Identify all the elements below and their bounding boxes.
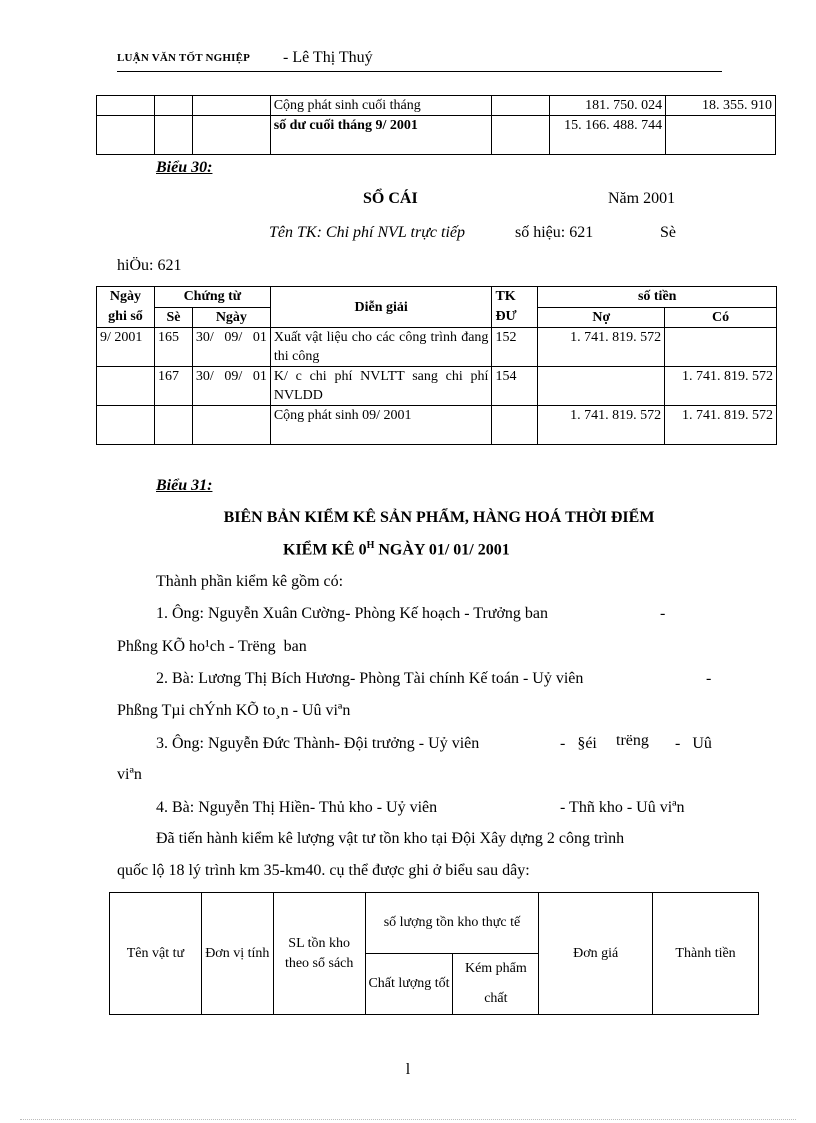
member-2: 2. Bà: Lương Thị Bích Hương- Phòng Tài chính Kế toán - Uỷ viên [156, 670, 584, 687]
garbled-text: viªn [117, 766, 142, 783]
garbled-text: Phßng KÕ ho¹ch - Trëng ban [117, 638, 307, 655]
garbled-text: hiÖu: 621 [117, 257, 182, 274]
garbled-text: trëng [616, 732, 649, 749]
header-author: - Lê Thị Thuý [283, 49, 373, 66]
table-header-row: Sè Ngày Nợ Có [97, 307, 777, 328]
bieu-30-label: Biểu 30: [156, 159, 213, 176]
garbled-text: - Uû [675, 735, 712, 752]
table-header-row: Ngày ghi sổ Chứng từ Diễn giải TK ĐƯ số tiền [97, 287, 777, 308]
bieu-31-label: Biểu 31: [156, 477, 213, 494]
account-number: số hiệu: 621 [515, 224, 594, 241]
garbled-text: - Thñ kho - Uû viªn [560, 799, 685, 816]
member-1-dash: - [660, 605, 666, 622]
table-header-row: Chất lượng tốt Kém phẩm chất [110, 954, 759, 1015]
paragraph-line-1: Đã tiến hành kiểm kê lượng vật tư tồn kho tại Đội Xây dựng 2 công trình [156, 830, 625, 847]
members-intro: Thành phần kiểm kê gồm có: [156, 573, 344, 590]
ledger-table [96, 286, 777, 445]
table-row: 167 30/ 09/ 01 K/ c chi phí NVLTT sang chi phí NVLDD 154 1. 741. 819. 572 [97, 367, 777, 406]
so-cai-title: SỔ CÁI [363, 190, 418, 207]
member-3: 3. Ông: Nguyễn Đức Thành- Đội trưởng - Uỷ viên [156, 735, 480, 752]
table-row: 9/ 2001 165 30/ 09/ 01 Xuất vật liệu cho các công trình đang thi công 152 1. 741. 819. 572 [97, 328, 777, 367]
inventory-title-line2: KIỂM KÊ $0^H$ NGÀY 01/ 01/ 2001 [283, 540, 510, 559]
inventory-table [109, 892, 759, 1015]
inventory-title-line1: BIÊN BẢN KIỂM KÊ SẢN PHẨM, HÀNG HOÁ THỜI ĐIỂM [223, 509, 655, 526]
header-title: LUẬN VĂN TỐT NGHIỆP [117, 52, 251, 64]
member-4: 4. Bà: Nguyễn Thị Hiền- Thủ kho - Uỷ viên [156, 799, 438, 816]
garbled-text: Sè [660, 224, 676, 241]
paragraph-line-2: quốc lộ 18 lý trình km 35-km40. cụ thể được ghi ở biểu sau dây: [117, 862, 530, 879]
table-row: Cộng phát sinh cuối tháng 181. 750. 024 18. 355. 910 [97, 96, 776, 116]
table-row: Cộng phát sinh 09/ 2001 1. 741. 819. 572 1. 741. 819. 572 [97, 406, 777, 445]
page-bottom-rule [20, 1119, 796, 1120]
header-rule [117, 71, 722, 72]
account-name: Tên TK: Chi phí NVL trực tiếp [269, 224, 466, 241]
garbled-text: Phßng Tµi chÝnh KÕ to¸n - Uû viªn [117, 702, 351, 719]
member-2-dash: - [706, 670, 712, 687]
page-number: l [405, 1061, 411, 1078]
table-header-row: Tên vật tư Đơn vị tính SL tồn kho theo sổ sách số lượng tồn kho thực tế Đơn giá Thành tiền [110, 893, 759, 954]
table-row: số dư cuối tháng 9/ 2001 15. 166. 488. 744 [97, 116, 776, 155]
member-1: 1. Ông: Nguyễn Xuân Cường- Phòng Kế hoạch - Trưởng ban [156, 605, 549, 622]
continued-ledger-table [96, 95, 776, 155]
garbled-text: - §éi [560, 735, 597, 752]
year-label: Năm 2001 [608, 190, 676, 207]
